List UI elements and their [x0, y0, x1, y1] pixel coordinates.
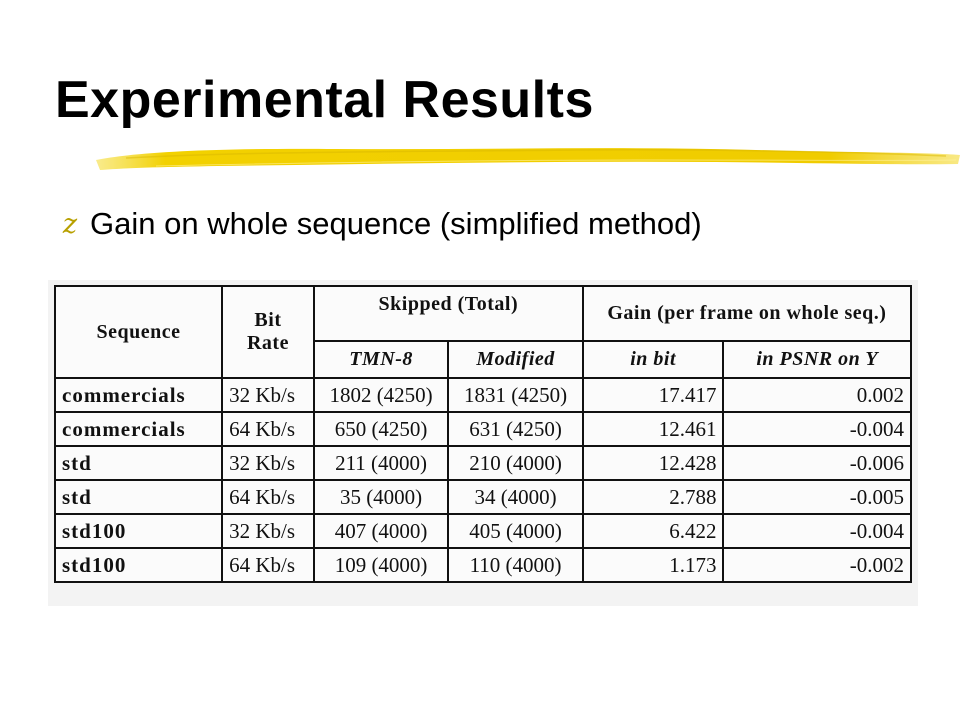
cell-gain-psnr: -0.005 — [723, 480, 911, 514]
slide-title: Experimental Results — [55, 71, 594, 129]
table-row — [55, 412, 911, 446]
cell-tmn8: 407 (4000) — [314, 514, 449, 548]
z-bullet-icon: z — [62, 208, 78, 240]
cell-tmn8: 211 (4000) — [314, 446, 449, 480]
header-sequence: Sequence — [55, 286, 222, 378]
cell-tmn8: 35 (4000) — [314, 480, 449, 514]
cell-gain-bit: 2.788 — [583, 480, 724, 514]
cell-gain-psnr: 0.002 — [723, 378, 911, 412]
cell-gain-bit: 6.422 — [583, 514, 724, 548]
cell-bit-rate: 64 Kb/s — [222, 480, 314, 514]
title-underline-brush-stroke — [96, 136, 960, 180]
cell-tmn8: 1802 (4250) — [314, 378, 449, 412]
header-bit-rate-line2: Rate — [246, 332, 289, 354]
cell-bit-rate: 32 Kb/s — [222, 378, 314, 412]
bullet-point — [60, 206, 702, 242]
header-skipped: Skipped (Total) — [314, 286, 583, 341]
cell-bit-rate: 32 Kb/s — [222, 514, 314, 548]
results-table-image — [48, 280, 918, 606]
cell-modified: 1831 (4250) — [448, 378, 583, 412]
cell-sequence: commercials — [55, 412, 222, 446]
cell-modified: 631 (4250) — [448, 412, 583, 446]
cell-bit-rate: 64 Kb/s — [222, 548, 314, 582]
table-row — [55, 446, 911, 480]
cell-sequence: std — [55, 480, 222, 514]
table-row — [55, 480, 911, 514]
table-row — [55, 514, 911, 548]
cell-sequence: std100 — [55, 548, 222, 582]
header-modified: Modified — [448, 341, 583, 378]
header-bit-rate-line1: Bit — [254, 309, 282, 331]
cell-gain-psnr: -0.002 — [723, 548, 911, 582]
cell-gain-bit: 12.428 — [583, 446, 724, 480]
cell-gain-bit: 17.417 — [583, 378, 724, 412]
cell-bit-rate: 32 Kb/s — [222, 446, 314, 480]
cell-bit-rate: 64 Kb/s — [222, 412, 314, 446]
cell-sequence: std100 — [55, 514, 222, 548]
cell-gain-bit: 1.173 — [583, 548, 724, 582]
header-bit-rate — [222, 286, 314, 378]
cell-sequence: std — [55, 446, 222, 480]
table-row — [55, 548, 911, 582]
cell-sequence: commercials — [55, 378, 222, 412]
results-table — [54, 285, 912, 583]
cell-gain-psnr: -0.004 — [723, 514, 911, 548]
cell-gain-bit: 12.461 — [583, 412, 724, 446]
bullet-text: Gain on whole sequence (simplified method) — [90, 206, 702, 241]
cell-gain-psnr: -0.006 — [723, 446, 911, 480]
header-in-psnr: in PSNR on Y — [723, 341, 911, 378]
cell-tmn8: 650 (4250) — [314, 412, 449, 446]
cell-gain-psnr: -0.004 — [723, 412, 911, 446]
cell-modified: 34 (4000) — [448, 480, 583, 514]
cell-modified: 210 (4000) — [448, 446, 583, 480]
cell-tmn8: 109 (4000) — [314, 548, 449, 582]
cell-modified: 110 (4000) — [448, 548, 583, 582]
cell-modified: 405 (4000) — [448, 514, 583, 548]
header-tmn8: TMN-8 — [314, 341, 449, 378]
header-gain: Gain (per frame on whole seq.) — [583, 286, 911, 341]
header-in-bit: in bit — [583, 341, 724, 378]
table-row — [55, 378, 911, 412]
